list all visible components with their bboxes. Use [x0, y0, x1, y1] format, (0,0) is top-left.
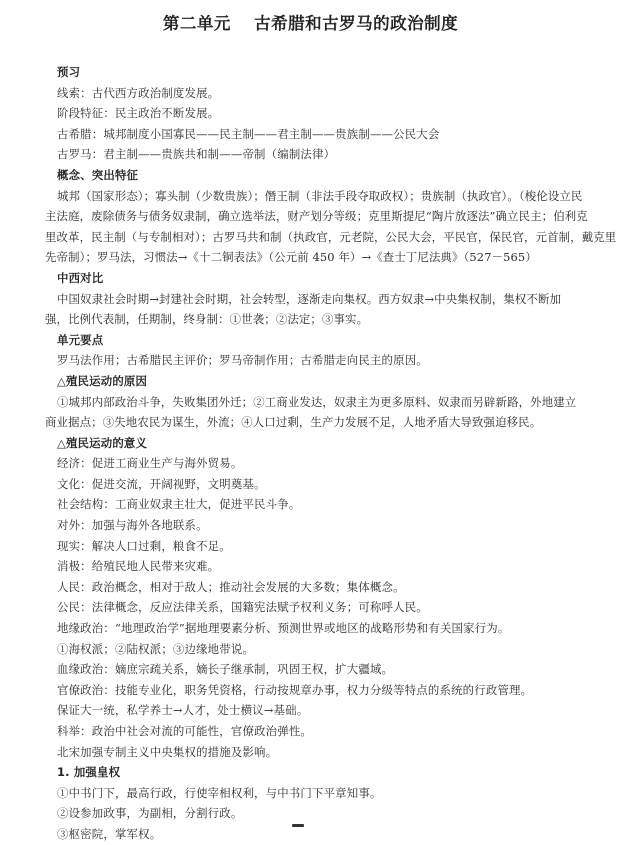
text-line: 古希腊：城邦制度小国寡民——民主制——君主制——贵族制——公民大会	[57, 126, 440, 141]
text-line: 中国奴隶社会时期→封建社会时期，社会转型，逐渐走向集权。西方奴隶→中央集权制，集权不断加	[57, 291, 562, 306]
section-heading-preview: 预习	[57, 65, 81, 79]
text-line: ②设参加政事，为副相，分割行政。	[57, 806, 243, 821]
text-line: 现实：解决人口过剩，粮食不足。	[57, 538, 231, 553]
text-line: 罗马法作用；古希腊民主评价；罗马帝制作用；古希腊走向民主的原因。	[57, 353, 428, 368]
text-line: 地缘政治：“地理政治学”据地理要素分析、预测世界或地区的战略形势和有关国家行为。	[57, 621, 510, 636]
document-body	[45, 62, 617, 845]
text-line: ①城邦内部政治斗争，失败集团外迁；②工商业发达，奴隶主为更多原料、奴隶而另辟新路，外地建立	[57, 394, 577, 409]
text-line: ①中书门下，最高行政，行使宰相权利，与中书门下平章知事。	[57, 785, 382, 800]
text-line: 古罗马：君主制——贵族共和制——帝制（编制法律）	[57, 147, 336, 162]
text-line: 阶段特征：民主政治不断发展。	[57, 106, 220, 121]
section-heading-concepts: 概念、突出特征	[57, 167, 139, 182]
text-line: ①海权派；②陆权派；③边缘地带说。	[57, 641, 255, 656]
text-line: 里改革，民主制（与专制相对）；古罗马共和制（执政官，元老院，公民大会，平民官，保民官，元首制，戴克里	[45, 229, 617, 244]
text-line: 公民：法律概念，反应法律关系，国籍宪法赋予权利义务；可称呼人民。	[57, 600, 428, 615]
text-line: 血缘政治：嫡庶宗疏关系，嫡长子继承制，巩固王权，扩大疆域。	[57, 662, 394, 677]
text-line: 北宋加强专制主义中央集权的措施及影响。	[57, 744, 278, 759]
text-line: 人民：政治概念，相对于敌人；推动社会发展的大多数；集体概念。	[57, 579, 405, 594]
text-line: 线索：古代西方政治制度发展。	[57, 85, 220, 100]
text-line: 主法庭，废除债务与债务奴隶制，确立选举法，财产划分等级；克里斯提尼“陶片放逐法”确立民主；伯利克	[45, 209, 588, 224]
text-line: ③枢密院，掌军权。	[57, 826, 162, 841]
paragraph-colonization-causes	[45, 392, 609, 433]
page-number-mark	[292, 824, 304, 827]
text-line: 强，比例代表制，任期制，终身制：①世袭；②法定；③事实。	[45, 312, 369, 327]
section-heading-colonization-causes: △殖民运动的原因	[57, 373, 148, 388]
paragraph-concepts	[45, 186, 617, 268]
text-line: 商业据点；③失地农民为谋生，外流；④人口过剩，生产力发展不足，人地矛盾大导致强迫移民。	[45, 415, 542, 430]
section-heading-key-points: 单元要点	[57, 332, 104, 347]
section-heading-colonization-significance: △殖民运动的意义	[57, 435, 148, 450]
text-line: 先帝制）；罗马法，习惯法→《十二铜表法》（公元前 450 年）→《查士丁尼法典》（527－565）	[45, 250, 537, 265]
paragraph-comparison	[45, 289, 609, 330]
text-line: 文化：促进交流，开阔视野，文明奠基。	[57, 476, 266, 491]
section-heading-strengthen-imperial: 1. 加强皇权	[57, 765, 121, 780]
text-line: 科举：政治中社会对流的可能性，官僚政治弹性。	[57, 724, 312, 738]
text-line: 城邦（国家形态）；寡头制（少数贵族）；僭王制（非法手段夺取政权）；贵族制（执政官）。（梭伦设立民	[57, 188, 583, 203]
text-line: 消极：给殖民地人民带来灾难。	[57, 559, 220, 574]
text-line: 官僚政治：技能专业化，职务凭资格，行动按规章办事，权力分级等特点的系统的行政管理。	[57, 682, 533, 697]
text-line: 对外：加强与海外各地联系。	[57, 518, 208, 533]
text-line: 社会结构：工商业奴隶主壮大，促进平民斗争。	[57, 497, 301, 512]
text-line: 保证大一统，私学养士→人才，处士横议→基础。	[57, 703, 309, 718]
section-heading-comparison: 中西对比	[57, 270, 104, 285]
page-title: 第二单元 古希腊和古罗马的政治制度	[162, 14, 459, 33]
text-line: 经济：促进工商业生产与海外贸易。	[57, 456, 243, 471]
